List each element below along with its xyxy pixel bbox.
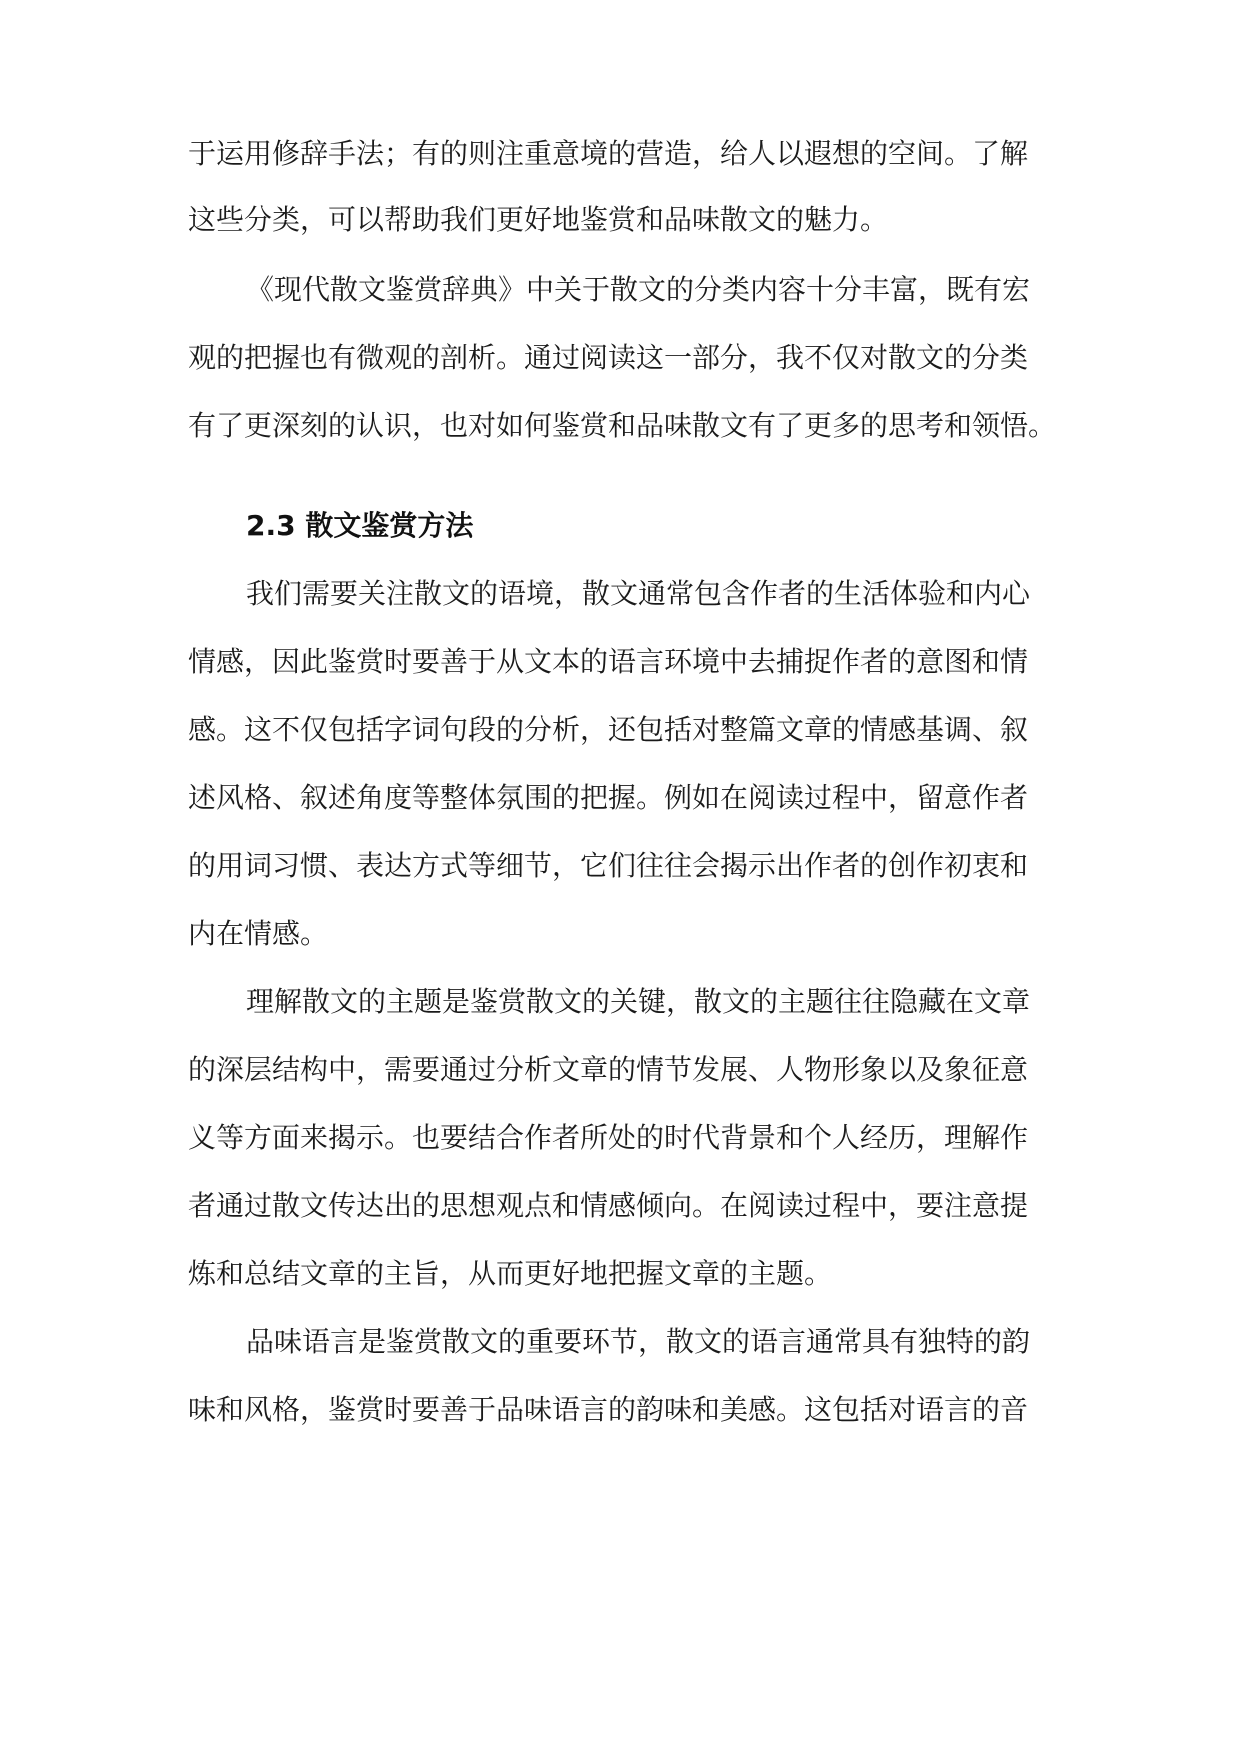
paragraph-line: 的用词习惯、表达方式等细节，它们往往会揭示出作者的创作初衷和 <box>188 849 1029 882</box>
paragraph-line: 述风格、叙述角度等整体氛围的把握。例如在阅读过程中，留意作者 <box>188 781 1029 814</box>
paragraph-line: 的深层结构中，需要通过分析文章的情节发展、人物形象以及象征意 <box>188 1053 1029 1086</box>
paragraph-line: 于运用修辞手法；有的则注重意境的营造，给人以遐想的空间。了解 <box>188 137 1029 170</box>
paragraph-line: 这些分类，可以帮助我们更好地鉴赏和品味散文的魅力。 <box>188 203 889 236</box>
paragraph-line: 有了更深刻的认识，也对如何鉴赏和品味散文有了更多的思考和领悟。 <box>188 409 1057 442</box>
paragraph-line: 我们需要关注散文的语境，散文通常包含作者的生活体验和内心 <box>246 577 1031 610</box>
paragraph-line: 义等方面来揭示。也要结合作者所处的时代背景和个人经历，理解作 <box>188 1121 1029 1154</box>
section-heading: 2.3 散文鉴赏方法 <box>246 509 474 542</box>
paragraph-line: 观的把握也有微观的剖析。通过阅读这一部分，我不仅对散文的分类 <box>188 341 1029 374</box>
paragraph-line: 理解散文的主题是鉴赏散文的关键，散文的主题往往隐藏在文章 <box>246 985 1031 1018</box>
paragraph-line: 情感，因此鉴赏时要善于从文本的语言环境中去捕捉作者的意图和情 <box>188 645 1029 678</box>
paragraph-line: 炼和总结文章的主旨，从而更好地把握文章的主题。 <box>188 1257 833 1290</box>
paragraph-line: 品味语言是鉴赏散文的重要环节，散文的语言通常具有独特的韵 <box>246 1325 1031 1358</box>
paragraph-line: 《现代散文鉴赏辞典》中关于散文的分类内容十分丰富，既有宏 <box>246 273 1031 306</box>
paragraph-line: 感。这不仅包括字词句段的分析，还包括对整篇文章的情感基调、叙 <box>188 713 1029 746</box>
paragraph-line: 味和风格，鉴赏时要善于品味语言的韵味和美感。这包括对语言的音 <box>188 1393 1029 1426</box>
paragraph-line: 内在情感。 <box>188 917 329 950</box>
paragraph-line: 者通过散文传达出的思想观点和情感倾向。在阅读过程中，要注意提 <box>188 1189 1029 1222</box>
